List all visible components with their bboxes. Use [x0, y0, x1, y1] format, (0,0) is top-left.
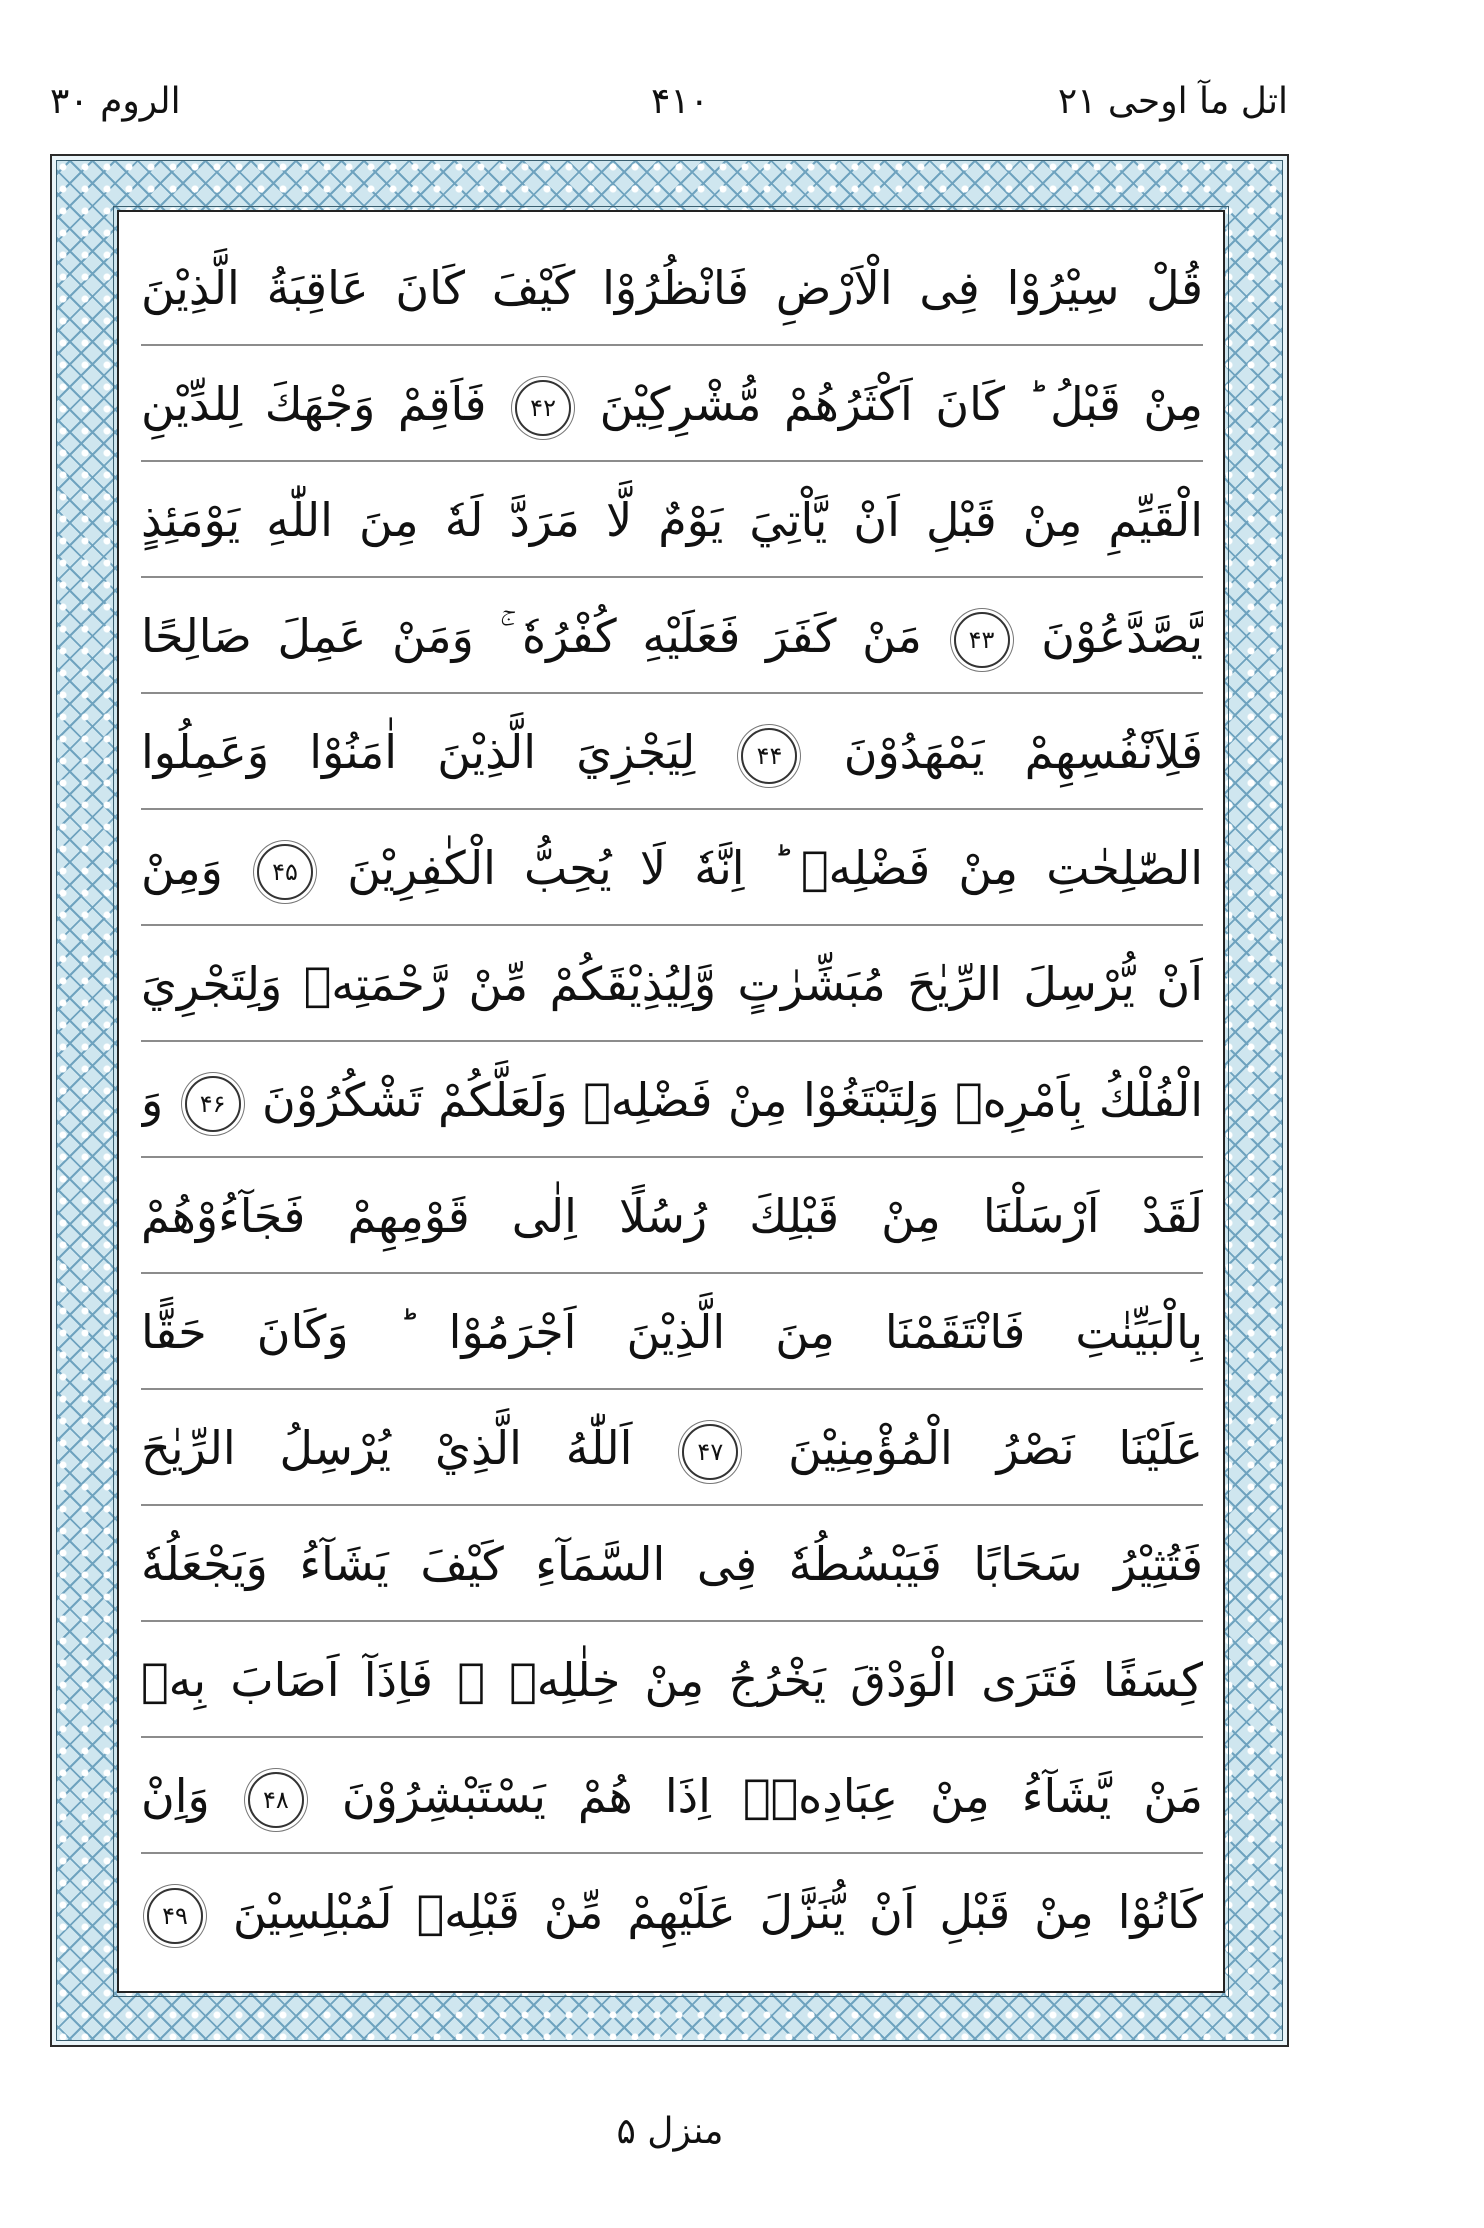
- text-line: [141, 1274, 1203, 1390]
- ayah-number-marker: ۴۸: [248, 1772, 304, 1828]
- verse-text: يَّصَّدَّعُوْنَ: [1041, 609, 1203, 663]
- quran-text-block: [141, 230, 1203, 1970]
- ayah-number-marker: ۴۹: [147, 1888, 203, 1944]
- ayah-number-marker: ۴۶: [185, 1076, 241, 1132]
- verse-text: كَانُوْا مِنْ قَبْلِ اَنْ يُّنَزَّلَ عَلَيْهِمْ مِّنْ قَبْلِهٖ لَمُبْلِسِيْنَ: [232, 1885, 1203, 1939]
- verse-text: اَنْ يُّرْسِلَ الرِّيٰحَ مُبَشِّرٰتٍ وَّلِيُذِيْقَكُمْ مِّنْ رَّحْمَتِهٖ وَلِتَجْرِيَ: [141, 957, 1203, 1011]
- decorative-border: [50, 154, 1289, 2047]
- ayah-number-marker: ۴۴: [741, 728, 797, 784]
- text-line: [141, 230, 1203, 346]
- verse-text: كِسَفًا فَتَرَى الْوَدْقَ يَخْرُجُ مِنْ خِلٰلِهٖ ۚ فَاِذَآ اَصَابَ بِهٖ: [141, 1653, 1203, 1707]
- text-line: [141, 694, 1203, 810]
- verse-text: الْقَيِّمِ مِنْ قَبْلِ اَنْ يَّاْتِيَ يَوْمٌ لَّا مَرَدَّ لَهٗ مِنَ اللّٰهِ يَوْمَئِذٍ: [141, 493, 1203, 547]
- verse-text: الْفُلْكُ بِاَمْرِهٖ وَلِتَبْتَغُوْا مِنْ فَضْلِهٖ وَلَعَلَّكُمْ تَشْكُرُوْنَ: [262, 1073, 1203, 1127]
- verse-text: الصّٰلِحٰتِ مِنْ فَضْلِهٖ ؕ اِنَّهٗ لَا يُحِبُّ الْكٰفِرِيْنَ: [347, 841, 1203, 895]
- text-frame: [117, 210, 1225, 1993]
- verse-text: وَ: [141, 1073, 164, 1127]
- verse-text: لِيَجْزِيَ الَّذِيْنَ اٰمَنُوْا وَعَمِلُوا: [141, 725, 696, 779]
- ayah-number-marker: ۴۲: [515, 380, 571, 436]
- text-line: [141, 1854, 1203, 1970]
- text-line: [141, 1506, 1203, 1622]
- ayah-number-marker: ۴۷: [682, 1424, 738, 1480]
- verse-text: فَلِاَنْفُسِهِمْ يَمْهَدُوْنَ: [843, 725, 1203, 779]
- verse-text: عَلَيْنَا نَصْرُ الْمُؤْمِنِيْنَ: [788, 1421, 1203, 1475]
- page-number: ۴۱۰: [650, 81, 709, 122]
- text-line: [141, 1158, 1203, 1274]
- verse-text: فَاَقِمْ وَجْهَكَ لِلدِّيْنِ: [141, 377, 487, 431]
- text-line: [141, 462, 1203, 578]
- ayah-number-marker: ۴۳: [954, 612, 1010, 668]
- verse-text: وَاِنْ: [141, 1769, 210, 1823]
- text-line: [141, 810, 1203, 926]
- verse-text: مِنْ قَبْلُ ؕ كَانَ اَكْثَرُهُمْ مُّشْرِكِيْنَ: [599, 377, 1203, 431]
- manzil-label: منزل ۵: [616, 2111, 724, 2152]
- surah-label: الروم ۳۰: [50, 81, 181, 122]
- text-line: [141, 1738, 1203, 1854]
- text-line: [141, 1042, 1203, 1158]
- verse-text: مَنْ يَّشَآءُ مِنْ عِبَادِهٖۤ اِذَا هُمْ يَسْتَبْشِرُوْنَ: [341, 1769, 1203, 1823]
- text-line: [141, 1622, 1203, 1738]
- ayah-number-marker: ۴۵: [257, 844, 313, 900]
- juz-label: اتل مآ اوحی ۲۱: [1057, 81, 1288, 122]
- text-line: [141, 926, 1203, 1042]
- verse-text: فَتُثِيْرُ سَحَابًا فَيَبْسُطُهٗ فِى السَّمَآءِ كَيْفَ يَشَآءُ وَيَجْعَلُهٗ: [141, 1537, 1203, 1591]
- text-line: [141, 578, 1203, 694]
- verse-text: مَنْ كَفَرَ فَعَلَيْهِ كُفْرُهٗ ۚ وَمَنْ عَمِلَ صَالِحًا: [141, 609, 922, 663]
- verse-text: بِالْبَيِّنٰتِ فَانْتَقَمْنَا مِنَ الَّذِيْنَ اَجْرَمُوْا ؕ وَكَانَ حَقًّا: [141, 1305, 1203, 1359]
- verse-text: وَمِنْ: [141, 841, 223, 895]
- text-line: [141, 1390, 1203, 1506]
- verse-text: اَللّٰهُ الَّذِيْ يُرْسِلُ الرِّيٰحَ: [141, 1421, 633, 1475]
- text-line: [141, 346, 1203, 462]
- verse-text: لَقَدْ اَرْسَلْنَا مِنْ قَبْلِكَ رُسُلًا اِلٰى قَوْمِهِمْ فَجَآءُوْهُمْ: [141, 1189, 1203, 1243]
- verse-text: قُلْ سِيْرُوْا فِى الْاَرْضِ فَانْظُرُوْا كَيْفَ كَانَ عَاقِبَةُ الَّذِيْنَ: [141, 261, 1203, 315]
